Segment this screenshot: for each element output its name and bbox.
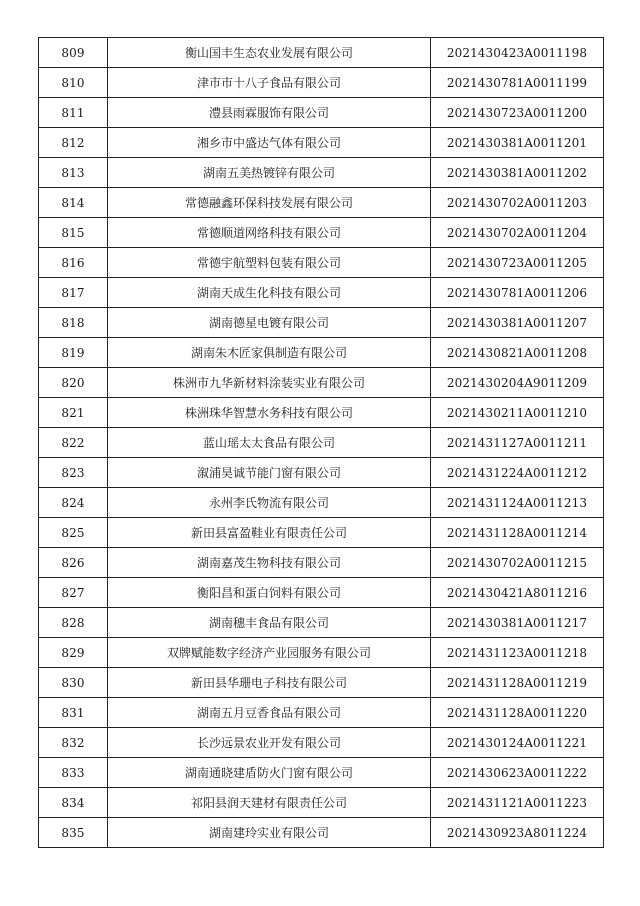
row-number-cell: 829 (39, 638, 108, 668)
table-row (39, 278, 604, 308)
registration-code-cell: 2021430124A0011221 (431, 728, 604, 758)
row-number-cell: 809 (39, 38, 108, 68)
registration-code-cell: 2021430781A0011206 (431, 278, 604, 308)
table-row (39, 158, 604, 188)
company-name-cell: 湖南通晓建盾防火门窗有限公司 (108, 758, 431, 788)
company-name-cell: 湖南建玲实业有限公司 (108, 818, 431, 848)
table-row (39, 458, 604, 488)
row-number-cell: 827 (39, 578, 108, 608)
row-number-cell: 826 (39, 548, 108, 578)
table-row (39, 368, 604, 398)
row-number-cell: 817 (39, 278, 108, 308)
row-number-cell: 821 (39, 398, 108, 428)
registration-code-cell: 2021431128A0011220 (431, 698, 604, 728)
registration-code-cell: 2021430211A0011210 (431, 398, 604, 428)
registration-code-cell: 2021430821A0011208 (431, 338, 604, 368)
registration-code-cell: 2021431123A0011218 (431, 638, 604, 668)
registration-code-cell: 2021430381A0011202 (431, 158, 604, 188)
table-row (39, 218, 604, 248)
company-name-cell: 祁阳县润天建材有限责任公司 (108, 788, 431, 818)
registration-code-cell: 2021431128A0011214 (431, 518, 604, 548)
row-number-cell: 814 (39, 188, 108, 218)
table-row (39, 428, 604, 458)
registration-code-cell: 2021430623A0011222 (431, 758, 604, 788)
company-name-cell: 湖南天成生化科技有限公司 (108, 278, 431, 308)
company-name-cell: 常德顺道网络科技有限公司 (108, 218, 431, 248)
table-row (39, 98, 604, 128)
registration-code-cell: 2021431127A0011211 (431, 428, 604, 458)
company-name-cell: 常德融鑫环保科技发展有限公司 (108, 188, 431, 218)
registration-code-cell: 2021430723A0011200 (431, 98, 604, 128)
company-name-cell: 湖南穗丰食品有限公司 (108, 608, 431, 638)
company-name-cell: 衡阳昌和蛋白饲料有限公司 (108, 578, 431, 608)
registration-code-cell: 2021431128A0011219 (431, 668, 604, 698)
registration-code-cell: 2021430781A0011199 (431, 68, 604, 98)
company-name-cell: 双牌赋能数字经济产业园服务有限公司 (108, 638, 431, 668)
table-row (39, 488, 604, 518)
row-number-cell: 835 (39, 818, 108, 848)
registration-code-cell: 2021430702A0011215 (431, 548, 604, 578)
company-name-cell: 蓝山瑶太太食品有限公司 (108, 428, 431, 458)
row-number-cell: 823 (39, 458, 108, 488)
table-row (39, 758, 604, 788)
company-name-cell: 常德宇航塑料包装有限公司 (108, 248, 431, 278)
row-number-cell: 810 (39, 68, 108, 98)
table-row (39, 698, 604, 728)
registration-code-cell: 2021431124A0011213 (431, 488, 604, 518)
row-number-cell: 820 (39, 368, 108, 398)
table-row (39, 398, 604, 428)
table-row (39, 608, 604, 638)
company-name-cell: 湖南五美热镀锌有限公司 (108, 158, 431, 188)
row-number-cell: 834 (39, 788, 108, 818)
company-registry-table (38, 37, 604, 848)
company-name-cell: 株洲市九华新材料涂装实业有限公司 (108, 368, 431, 398)
registration-code-cell: 2021430381A0011217 (431, 608, 604, 638)
company-name-cell: 湖南五月豆香食品有限公司 (108, 698, 431, 728)
table-row (39, 338, 604, 368)
row-number-cell: 825 (39, 518, 108, 548)
registration-code-cell: 2021430423A0011198 (431, 38, 604, 68)
company-name-cell: 永州李氏物流有限公司 (108, 488, 431, 518)
company-name-cell: 株洲珠华智慧水务科技有限公司 (108, 398, 431, 428)
registration-code-cell: 2021430702A0011203 (431, 188, 604, 218)
row-number-cell: 811 (39, 98, 108, 128)
company-name-cell: 湘乡市中盛达气体有限公司 (108, 128, 431, 158)
table-row (39, 818, 604, 848)
row-number-cell: 818 (39, 308, 108, 338)
table-row (39, 518, 604, 548)
company-name-cell: 衡山国丰生态农业发展有限公司 (108, 38, 431, 68)
registration-code-cell: 2021430204A9011209 (431, 368, 604, 398)
company-name-cell: 湖南嘉茂生物科技有限公司 (108, 548, 431, 578)
company-name-cell: 澧县雨霖服饰有限公司 (108, 98, 431, 128)
row-number-cell: 816 (39, 248, 108, 278)
registration-code-cell: 2021430381A0011207 (431, 308, 604, 338)
company-name-cell: 津市市十八子食品有限公司 (108, 68, 431, 98)
row-number-cell: 822 (39, 428, 108, 458)
company-name-cell: 湖南德星电镀有限公司 (108, 308, 431, 338)
registration-code-cell: 2021430381A0011201 (431, 128, 604, 158)
registration-code-cell: 2021430421A8011216 (431, 578, 604, 608)
row-number-cell: 819 (39, 338, 108, 368)
company-name-cell: 新田县富盈鞋业有限责任公司 (108, 518, 431, 548)
row-number-cell: 813 (39, 158, 108, 188)
row-number-cell: 812 (39, 128, 108, 158)
row-number-cell: 833 (39, 758, 108, 788)
table-row (39, 128, 604, 158)
registration-code-cell: 2021431224A0011212 (431, 458, 604, 488)
table-row (39, 668, 604, 698)
table-row (39, 548, 604, 578)
table-row (39, 68, 604, 98)
company-name-cell: 新田县华珊电子科技有限公司 (108, 668, 431, 698)
registration-code-cell: 2021430923A8011224 (431, 818, 604, 848)
table-row (39, 788, 604, 818)
table-row (39, 638, 604, 668)
table-row (39, 248, 604, 278)
row-number-cell: 824 (39, 488, 108, 518)
registration-code-cell: 2021431121A0011223 (431, 788, 604, 818)
table-row (39, 38, 604, 68)
row-number-cell: 830 (39, 668, 108, 698)
company-name-cell: 湖南朱木匠家俱制造有限公司 (108, 338, 431, 368)
row-number-cell: 832 (39, 728, 108, 758)
company-name-cell: 溆浦昊诚节能门窗有限公司 (108, 458, 431, 488)
table-row (39, 188, 604, 218)
registry-table-body (39, 38, 604, 848)
row-number-cell: 828 (39, 608, 108, 638)
registration-code-cell: 2021430723A0011205 (431, 248, 604, 278)
table-row (39, 578, 604, 608)
table-row (39, 728, 604, 758)
row-number-cell: 815 (39, 218, 108, 248)
registration-code-cell: 2021430702A0011204 (431, 218, 604, 248)
row-number-cell: 831 (39, 698, 108, 728)
company-name-cell: 长沙远景农业开发有限公司 (108, 728, 431, 758)
table-row (39, 308, 604, 338)
